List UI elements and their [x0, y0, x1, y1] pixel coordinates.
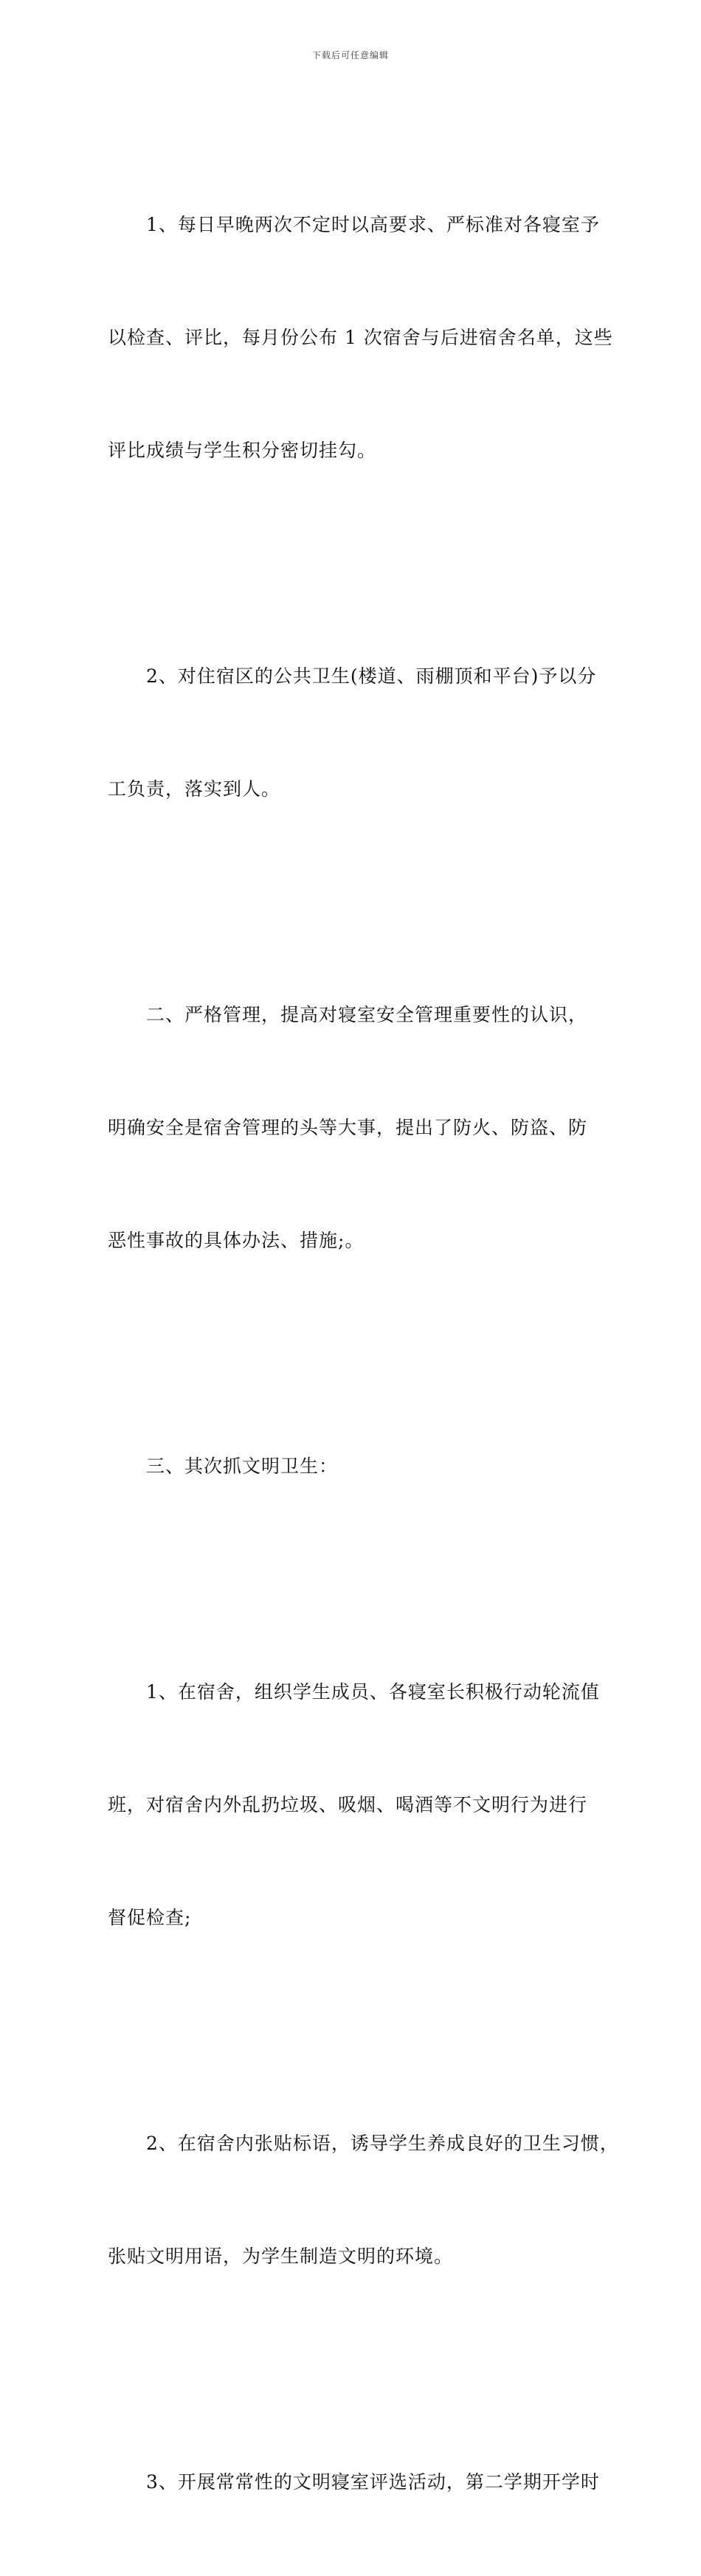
text-line: 1、每日早晚两次不定时以高要求、严标准对各寝室予 — [108, 214, 600, 235]
page-header-note: 下载后可任意编辑 — [311, 50, 389, 60]
text-line: 评比成绩与学生积分密切挂勾。 — [108, 440, 377, 461]
paragraph-dorm-contest — [108, 2388, 617, 2576]
paragraph-section-two-safety — [108, 921, 617, 1334]
text-line: 1、在宿舍，组织学生成员、各寝室长积极行动轮流值 — [108, 1681, 600, 1703]
text-line: 明确安全是宿舍管理的头等大事，提出了防火、防盗、防 — [108, 1117, 588, 1138]
text-line: 3、开展常常性的文明寝室评选活动，第二学期开学时 — [108, 2471, 600, 2493]
text-line: 工负责，落实到人。 — [108, 778, 281, 800]
paragraph-gap — [108, 544, 617, 582]
text-line: 恶性事故的具体办法、措施;。 — [108, 1230, 365, 1251]
paragraph-gap — [108, 2350, 617, 2388]
paragraph-public-hygiene — [108, 582, 617, 883]
text-line: 三、其次抓文明卫生： — [108, 1455, 339, 1477]
text-line: 督促检查; — [108, 1907, 192, 1928]
document-body — [108, 131, 617, 2576]
paragraph-gap — [108, 2012, 617, 2049]
paragraph-gap — [108, 1560, 617, 1598]
paragraph-duty-rotation — [108, 1598, 617, 2012]
text-line: 张贴文明用语，为学生制造文明的环境。 — [108, 2246, 454, 2267]
paragraph-slogans — [108, 2049, 617, 2350]
text-line: 以检查、评比，每月份公布 1 次宿舍与后进宿舍名单，这些 — [108, 327, 613, 348]
text-line: 二、严格管理，提高对寝室安全管理重要性的认识， — [108, 1004, 588, 1025]
paragraph-section-three-heading — [108, 1372, 617, 1560]
text-line: 2、在宿舍内张贴标语，诱导学生养成良好的卫生习惯， — [108, 2133, 619, 2154]
text-line: 2、对住宿区的公共卫生(楼道、雨棚顶和平台)予以分 — [108, 665, 597, 687]
paragraph-gap — [108, 1334, 617, 1372]
paragraph-daily-inspection — [108, 131, 617, 544]
paragraph-gap — [108, 883, 617, 921]
text-line: 班，对宿舍内外乱扔垃圾、吸烟、喝酒等不文明行为进行 — [108, 1794, 588, 1815]
